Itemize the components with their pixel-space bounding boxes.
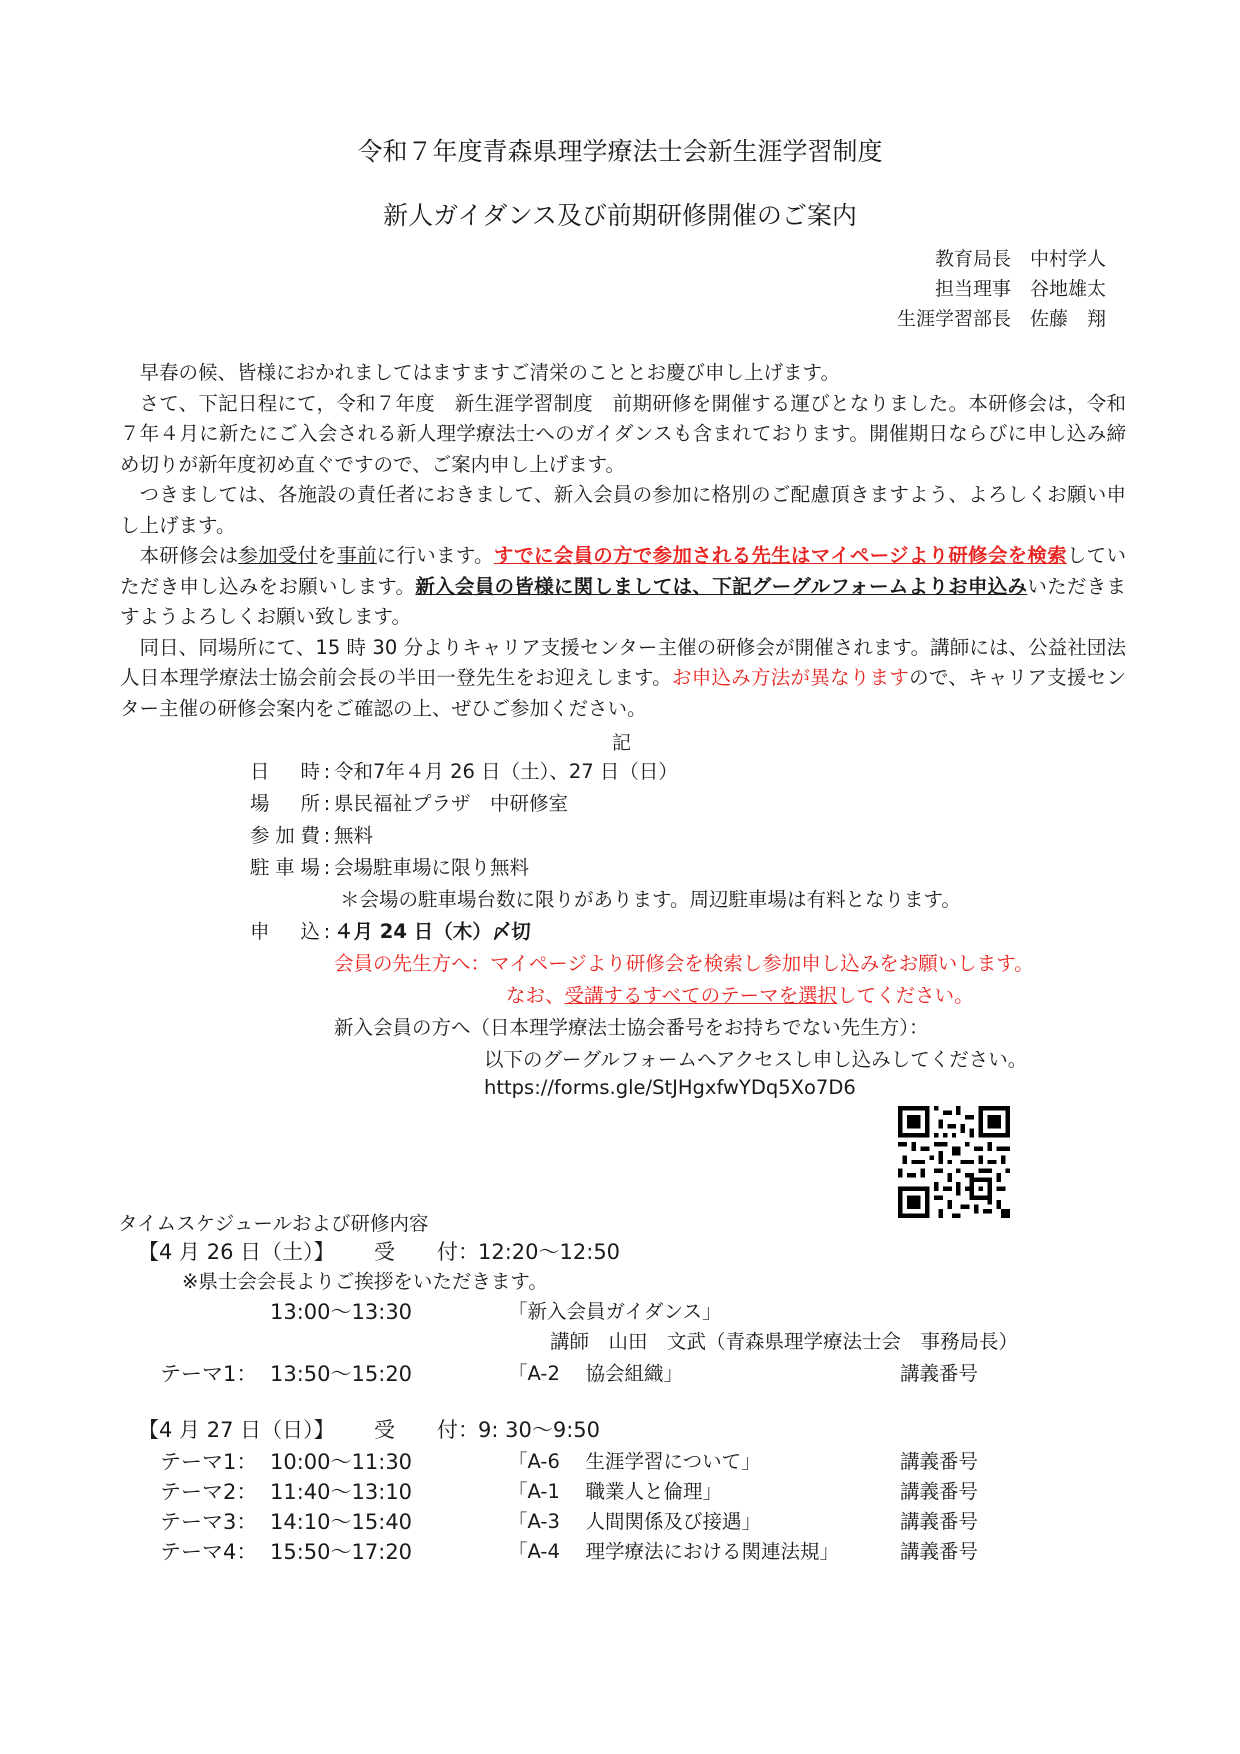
fee-label: 参加費 [250,824,320,847]
paragraph-request: つきましては、各施設の責任者におきまして、新入会員の参加に格別のご配慮頂きますよう、よろしくお願い申し上げます。 [120,483,1126,537]
day2-title: 【4 月 27 日（日）】 [138,1418,335,1442]
day2-theme4-time: 15:50～17:20 [270,1540,413,1564]
text: ので、キャリア支援センター主催の研修会案内をご確認の上、ぜひご参加ください。 [120,666,1126,720]
date-value: 令和7年４月 26 日（土）、27 日（日） [334,760,678,783]
signature-education-director: 教育局長 中村学人 [934,248,1106,270]
info-place: 場所 : 県民福祉プラザ 中研修室 [250,788,568,816]
google-form-url[interactable]: https://forms.gle/StJHgxfwYDq5Xo7D6 [484,1076,856,1099]
day2-theme2-lecture-number: 講義番号 [900,1480,979,1503]
day2-theme1-title: 「A-6 生涯学習について」 [508,1450,761,1473]
ki-heading: 記 [612,732,632,754]
guidance-title: 「新入会員ガイダンス」 [508,1300,722,1323]
paragraph-announcement: さて、下記日程にて，令和７年度 新生涯学習制度 前期研修を開催する運びとなりました。本研修会は，令和７年４月に新たにご入会される新人理学療法士へのガイダンスも含まれております。開催期日ならびに申し込み締め切りが新年度初め直ぐですので、ご案内申し上げます。 [120,391,1126,476]
underlined-text: 受講するすべてのテーマを選択 [564,984,838,1007]
underlined-text: 事前 [337,544,377,567]
apply-label: 申込 [250,920,320,943]
info-apply: 申込 : ４月 24 日（木）〆切 [250,916,531,944]
day2-theme2-title: 「A-1 職業人と倫理」 [508,1480,723,1503]
new-member-form-note: 以下のグーグルフォームへアクセスし申し込みしてください。 [484,1048,1028,1071]
day2-theme4-title: 「A-4 理学療法における関連法規」 [508,1540,840,1563]
apply-deadline: ４月 24 日（木）〆切 [334,920,531,943]
place-value: 県民福祉プラザ 中研修室 [334,792,569,815]
day1-theme1-title: 「A-2 協会組織」 [508,1362,684,1385]
parking-label: 駐車場 [250,856,320,879]
text: 同日、同場所にて、15 時 30 分よりキャリア支援センター主催の研修会が開催されます。講師には、公益社団法人日本理学療法士協会前会長の半田一登先生をお迎えします。 [120,635,1126,689]
day2-theme4-label: テーマ4： [160,1540,258,1564]
text: していただき申し込みをお願いします。 [120,544,1126,598]
schedule-heading: タイムスケジュールおよび研修内容 [118,1212,429,1235]
title-line-2: 新人ガイダンス及び前期研修開催のご案内 [383,201,857,230]
signature-lifelong-learning-head: 生涯学習部長 佐藤 翔 [896,308,1106,330]
place-label: 場所 [250,792,320,815]
paragraph-career-seminar [120,633,1126,725]
guidance-time: 13:00～13:30 [270,1300,413,1324]
text: を [317,544,338,567]
title-line-1: 令和７年度青森県理学療法士会新生涯学習制度 [357,137,883,166]
day2-reception-label: 受 付： [374,1418,479,1442]
parking-note: ＊会場の駐車場台数に限りがあります。周辺駐車場は有料となります。 [340,888,961,911]
day1-row [138,1236,621,1266]
new-member-instruction: 新入会員の方へ（日本理学療法士協会番号をお持ちでない先生方）： [334,1016,929,1039]
day2-theme3-title: 「A-3 人間関係及び接遇」 [508,1510,762,1533]
info-fee: 参加費 : 無料 [250,820,373,848]
guidance-lecturer: 講師 山田 文武（青森県理学療法士会 事務局長） [550,1330,1019,1353]
new-member-instruction-highlight: 新入会員の皆様に関しましては、下記グーグルフォームよりお申込み [415,574,1028,598]
day2-theme3-lecture-number: 講義番号 [900,1510,979,1533]
info-parking: 駐車場 : 会場駐車場に限り無料 [250,852,529,880]
different-method-highlight: お申込み方法が異なります [671,666,910,689]
paragraph-greeting: 早春の候、皆様におかれましてはますますご清栄のこととお慶び申し上げます。 [139,361,840,384]
date-label: 日時 [250,760,320,783]
day1-theme1-time: 13:50～15:20 [270,1362,413,1386]
text: いただきますようよろしくお願い致します。 [120,574,1126,628]
day2-theme1-lecture-number: 講義番号 [900,1450,979,1473]
fee-value: 無料 [334,824,374,847]
day2-theme4-lecture-number: 講義番号 [900,1540,979,1563]
text: 本研修会は [139,544,239,567]
parking-value: 会場駐車場に限り無料 [334,856,530,879]
day1-theme1-label: テーマ1： [160,1362,258,1386]
member-instruction: 会員の先生方へ：マイページより研修会を検索し参加申し込みをお願いします。 [334,952,1034,975]
day2-reception-time: 9: 30～9:50 [478,1418,600,1442]
day2-theme2-time: 11:40～13:10 [270,1480,413,1504]
day1-theme1-lecture-number: 講義番号 [900,1362,979,1385]
member-instruction-highlight: すでに会員の方で参加される先生はマイページより研修会を検索 [493,544,1067,567]
day1-reception-time: 12:20～12:50 [478,1240,621,1264]
text: してください。 [837,984,974,1007]
day1-reception-label: 受 付： [374,1240,479,1264]
day2-theme1-label: テーマ1： [160,1450,258,1474]
day2-theme3-label: テーマ3： [160,1510,258,1534]
info-date: 日時 : 令和7年４月 26 日（土）、27 日（日） [250,756,678,784]
day1-title: 【4 月 26 日（土）】 [138,1240,335,1264]
day2-theme3-time: 14:10～15:40 [270,1510,413,1534]
day2-theme2-label: テーマ2： [160,1480,258,1504]
letter-body [120,358,1126,724]
member-theme-note [506,980,974,1008]
signature-director-in-charge: 担当理事 谷地雄太 [934,278,1106,300]
day1-greeting-note: ※県士会会長よりご挨拶をいただきます。 [182,1270,548,1293]
text: に行います。 [376,544,494,567]
text: なお、 [506,984,565,1007]
qr-code-icon[interactable] [898,1106,1010,1218]
underlined-text: 参加受付 [238,544,318,567]
day2-row [138,1414,600,1444]
paragraph-registration [120,541,1126,633]
day2-theme1-time: 10:00～11:30 [270,1450,413,1474]
